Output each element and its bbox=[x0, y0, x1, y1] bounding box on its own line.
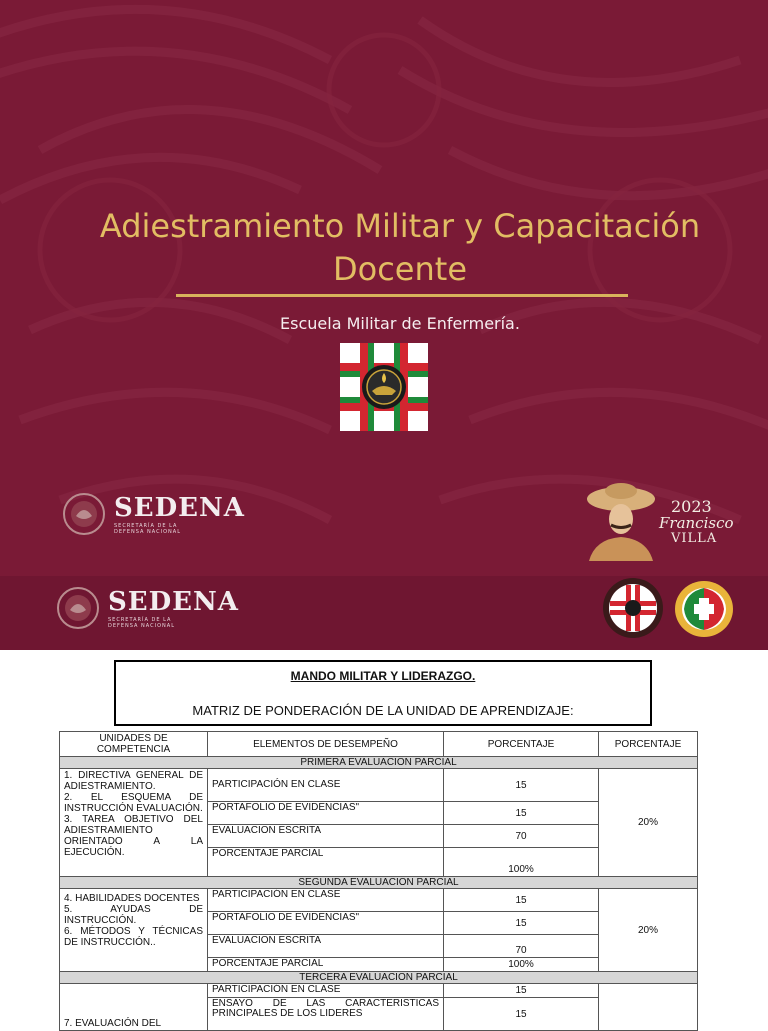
percentage-value: 15 bbox=[444, 912, 599, 935]
ponderation-matrix-table bbox=[59, 731, 698, 1031]
percentage-value: 15 bbox=[444, 802, 599, 825]
partial-weight: 20% bbox=[599, 889, 698, 972]
nursing-school-flag-emblem bbox=[340, 343, 428, 431]
villa-name-last: VILLA bbox=[671, 531, 718, 546]
slide-title: Adiestramiento Militar y Capacitación Docente bbox=[99, 207, 701, 288]
section-label: TERCERA EVALUACION PARCIAL bbox=[60, 972, 698, 984]
competency-unit: 1. DIRECTIVA GENERAL DE ADIESTRAMIENTO. bbox=[64, 770, 203, 792]
document-heading: MANDO MILITAR Y LIDERAZGO. bbox=[290, 669, 476, 683]
performance-element: PARTICIPACIÓN EN CLASE bbox=[208, 984, 444, 998]
percentage-value: 15 bbox=[444, 889, 599, 912]
percentage-value: 100% bbox=[444, 958, 599, 972]
column-header: ELEMENTOS DE DESEMPEÑO bbox=[208, 732, 444, 757]
performance-element: PORTAFOLIO DE EVIDENCIAS" bbox=[208, 802, 444, 825]
section-label: SEGUNDA EVALUACION PARCIAL bbox=[60, 877, 698, 889]
sedena-subtext-line1: SECRETARÍA DE LA bbox=[114, 523, 178, 529]
table-row bbox=[60, 984, 698, 998]
sedena-logo-upper bbox=[62, 492, 245, 536]
partial-weight bbox=[599, 984, 698, 1031]
partial-weight: 20% bbox=[599, 769, 698, 877]
competency-units-cell bbox=[60, 889, 208, 972]
performance-element: PORCENTAJE PARCIAL bbox=[208, 848, 444, 877]
percentage-value: 100% bbox=[444, 848, 599, 877]
sedena-subtext-line2: DEFENSA NACIONAL bbox=[108, 623, 175, 629]
competency-unit: 4. HABILIDADES DOCENTES bbox=[64, 893, 200, 904]
villa-portrait-icon bbox=[583, 483, 661, 563]
sedena-logo-lower bbox=[56, 586, 239, 630]
francisco-villa-2023-logo bbox=[583, 483, 733, 563]
competency-unit: 2. EL ESQUEMA DE INSTRUCCIÓN EVALUACIÓN. bbox=[64, 792, 203, 814]
sedena-wordmark: SEDENA bbox=[114, 493, 245, 523]
sedena-wordmark: SEDENA bbox=[108, 587, 239, 617]
competency-units-cell bbox=[60, 769, 208, 877]
sedena-subtext-line1: SECRETARÍA DE LA bbox=[108, 617, 172, 623]
competency-unit: 7. EVALUACIÓN DEL bbox=[64, 1018, 162, 1029]
military-health-round-emblem bbox=[674, 580, 734, 638]
performance-element: PORTAFOLIO DE EVIDENCIAS" bbox=[208, 912, 444, 935]
column-header: PORCENTAJE bbox=[444, 732, 599, 757]
competency-unit: 5. AYUDAS DE INSTRUCCIÓN. bbox=[64, 904, 203, 926]
percentage-value: 70 bbox=[444, 825, 599, 848]
villa-year: 2023 bbox=[671, 497, 712, 516]
percentage-value: 15 bbox=[444, 769, 599, 802]
villa-name-first: Francisco bbox=[659, 514, 734, 532]
table-row bbox=[60, 769, 698, 802]
nursing-school-round-emblem bbox=[602, 577, 664, 639]
performance-element: PARTICIPACIÓN EN CLASE bbox=[208, 769, 444, 802]
percentage-value: 70 bbox=[444, 935, 599, 958]
column-header: UNIDADES DE COMPETENCIA bbox=[60, 732, 208, 757]
performance-element: PARTICIPACIÓN EN CLASE bbox=[208, 889, 444, 912]
section-header-row bbox=[60, 877, 698, 889]
table-header-row bbox=[60, 732, 698, 757]
competency-unit: 3. TAREA OBJETIVO DEL ADIESTRAMIENTO ORIENTADO A LA EJECUCIÓN. bbox=[64, 814, 203, 858]
document-header-box bbox=[114, 660, 652, 726]
table-row bbox=[60, 889, 698, 912]
performance-element: ENSAYO DE LAS CARACTERISTICAS PRINCIPALES DE LOS LIDERES bbox=[208, 998, 444, 1031]
section-label: PRIMERA EVALUACION PARCIAL bbox=[60, 757, 698, 769]
slide-subtitle: Escuela Militar de Enfermería. bbox=[280, 314, 520, 333]
performance-element: EVALUACION ESCRITA bbox=[208, 935, 444, 958]
section-header-row bbox=[60, 757, 698, 769]
column-header: PORCENTAJE bbox=[599, 732, 698, 757]
title-underline bbox=[176, 294, 628, 297]
section-header-row bbox=[60, 972, 698, 984]
competency-unit: 6. MÉTODOS Y TÉCNICAS DE INSTRUCCIÓN.. bbox=[64, 926, 203, 948]
percentage-value: 15 bbox=[444, 998, 599, 1031]
competency-units-cell bbox=[60, 984, 208, 1031]
national-seal-icon bbox=[62, 492, 106, 536]
national-seal-icon bbox=[56, 586, 100, 630]
document-subheading: MATRIZ DE PONDERACIÓN DE LA UNIDAD DE APRENDIZAJE: bbox=[192, 703, 574, 718]
performance-element: PORCENTAJE PARCIAL bbox=[208, 958, 444, 972]
sedena-subtext-line2: DEFENSA NACIONAL bbox=[114, 529, 181, 535]
performance-element: EVALUACION ESCRITA bbox=[208, 825, 444, 848]
percentage-value: 15 bbox=[444, 984, 599, 998]
